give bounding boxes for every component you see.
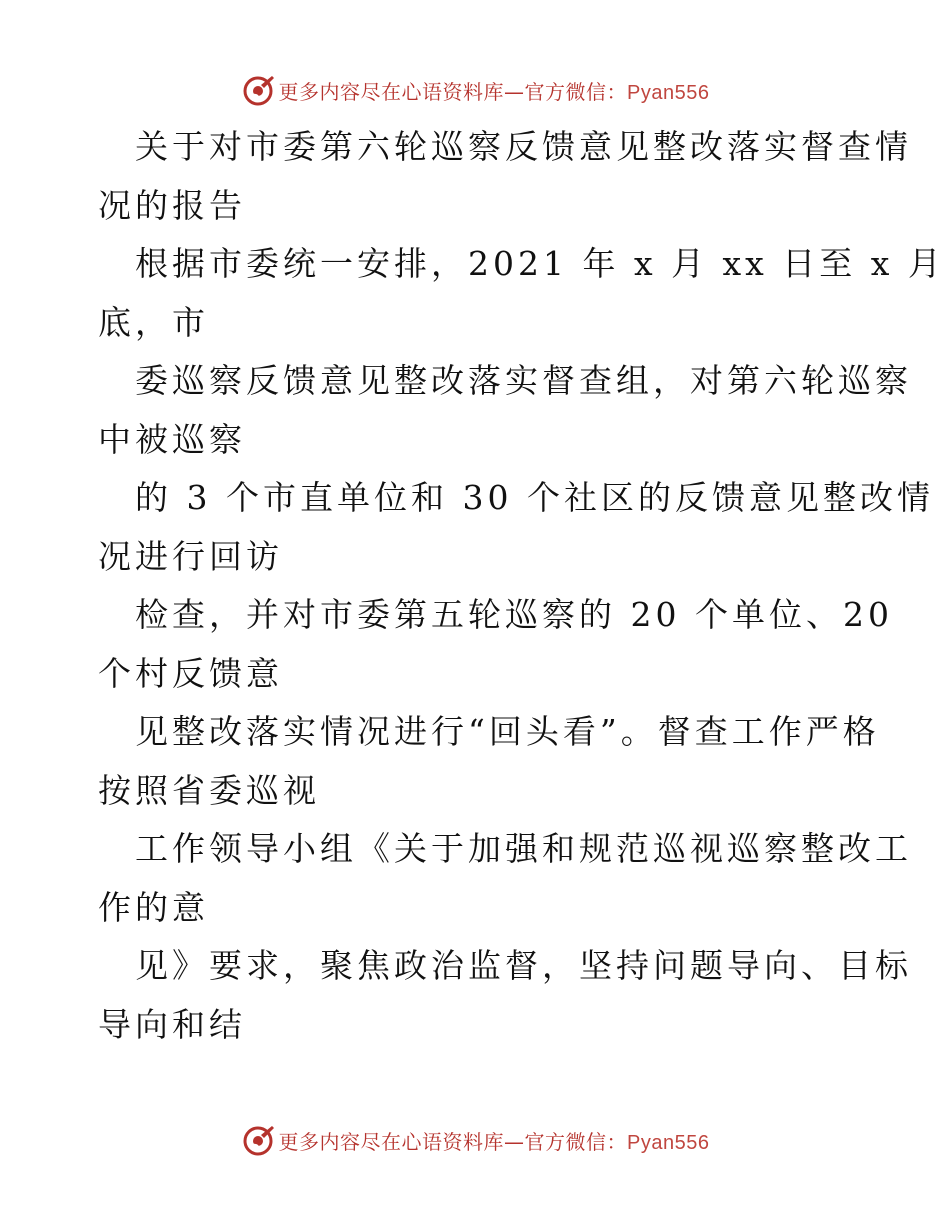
document-body [98, 118, 945, 1054]
text-line: 导向和结 [98, 1004, 246, 1044]
text-line: 按照省委巡视 [98, 770, 320, 810]
text-line: 作的意 [98, 887, 209, 927]
footer-watermark-banner [0, 1120, 950, 1160]
text-line: 中被巡察 [98, 419, 246, 459]
brush-circle-logo-icon [241, 1123, 275, 1157]
text-line: 根据市委统一安排，2021 年 x 月 xx 日至 x 月 [135, 244, 945, 283]
header-watermark-banner [0, 70, 950, 110]
text-line: 见整改落实情况进行“回头看”。督查工作严格 [135, 712, 880, 751]
banner-wechat-id: Pyan556 [627, 81, 710, 104]
text-line: 见》要求，聚焦政治监督，坚持问题导向、目标 [135, 946, 912, 985]
text-line: 关于对市委第六轮巡察反馈意见整改落实督查情 [135, 127, 912, 166]
text-line: 底，市 [98, 302, 209, 342]
banner-wechat-id: Pyan556 [627, 1131, 710, 1154]
text-line: 个村反馈意 [98, 653, 283, 693]
text-line: 委巡察反馈意见整改落实督查组，对第六轮巡察 [135, 361, 912, 400]
brush-circle-logo-icon [241, 73, 275, 107]
banner-text: 更多内容尽在心语资料库—官方微信： [278, 1129, 628, 1154]
text-line: 检查，并对市委第五轮巡察的 20 个单位、20 [135, 595, 893, 634]
banner-text: 更多内容尽在心语资料库—官方微信： [278, 79, 628, 104]
text-line: 况进行回访 [98, 536, 283, 576]
text-line: 工作领导小组《关于加强和规范巡视巡察整改工 [135, 829, 912, 868]
text-line: 的 3 个市直单位和 30 个社区的反馈意见整改情 [135, 478, 934, 517]
text-line: 况的报告 [98, 185, 246, 225]
